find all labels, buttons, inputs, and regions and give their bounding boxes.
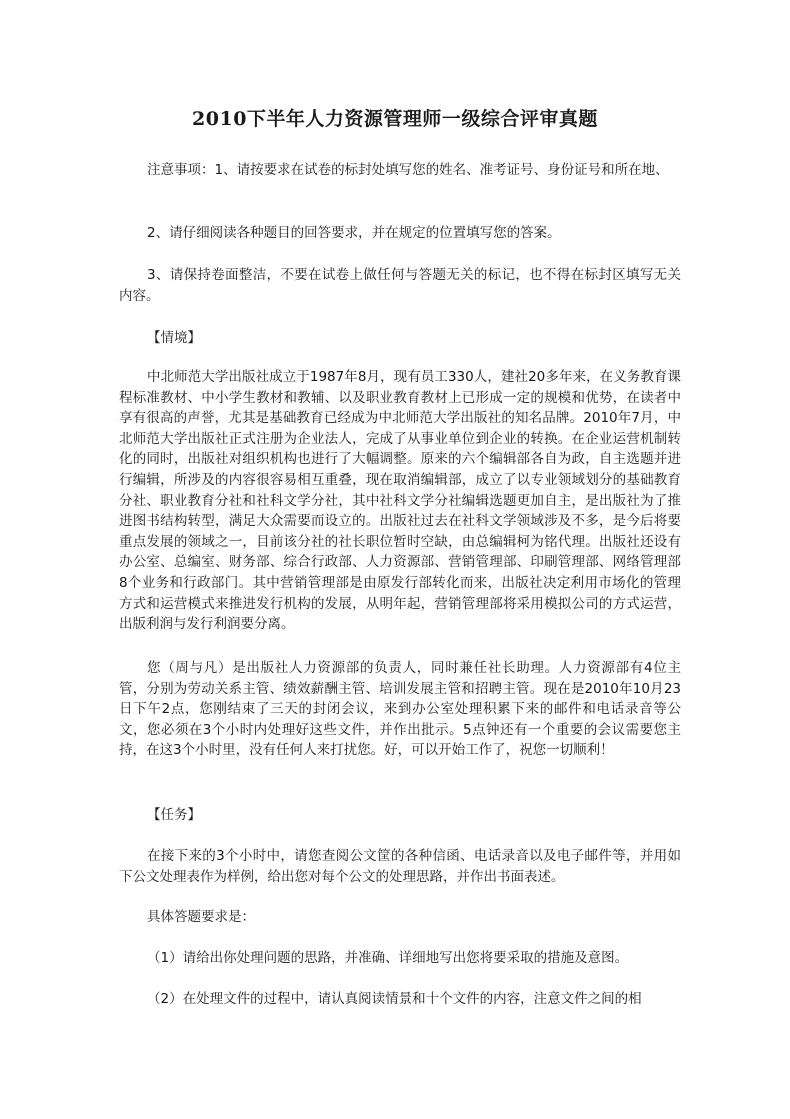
notice-item-2: 2、请仔细阅读各种题目的回答要求，并在规定的位置填写您的答案。 [147,225,561,241]
task-heading: 【任务】 [147,807,201,823]
task-paragraph-1: 在接下来的3个小时中，请您查阅公文筐的各种信函、电话录音以及电子邮件等，并用如下公文处理表作为样例，给出您对每个公文的处理思路，并作出书面表述。 [119,848,681,885]
notice-intro: 注意事项：1、请按要求在试卷的标封处填写您的姓名、准考证号、身份证号和所在地、 [147,162,669,178]
scenario-paragraph-1: 中北师范大学出版社成立于1987年8月，现有员工330人，建社20多年来，在义务教育课程标准教材、中小学生教材和教辅、以及职业教育教材上已形成一定的规模和优势，在读者中享有很高的声誉，尤其是基础教育已经成为中北师范大学出版社的知名品牌。2010年7月，中北师范大学出版社正式注册为企业法人，完成了从事业单位到企业的转换。在企业运营机制转化的同时，出版社对组织机构也进行了大幅调整。原来的六个编辑部各自为政，自主选题并进行编辑，所涉及的内容很容易相互重叠，现在取消编辑部，成立了以专业领域划分的基础教育分社、职业教育分社和社科文学分社，其中社科文学分社编辑选题更加自主，是出版社为了推进图书结构转型，满足大众需要而设立的。出版社过去在社科文学领域涉及不多，是今后将要重点发展的领域之一，目前该分社的社长职位暂时空缺，由总编辑柯为铭代理。出版社还设有办公室、总编室、财务部、综合行政部、人力资源部、营销管理部、印刷管理部、网络管理部8个业务和行政部门。其中营销管理部是由原发行部转化而来，出版社决定利用市场化的管理方式和运营模式来推进发行机构的发展，从明年起，营销管理部将采用模拟公司的方式运营，出版利润与发行利润要分离。 [119,369,681,633]
page-title: 2010下半年人力资源管理师一级综合评审真题 [192,108,598,130]
task-requirement-2: （2）在处理文件的过程中，请认真阅读情景和十个文件的内容，注意文件之间的相 [147,991,642,1007]
scenario-paragraph-2: 您（周与凡）是出版社人力资源部的负责人，同时兼任社长助理。人力资源部有4位主管，分别为劳动关系主管、绩效薪酬主管、培训发展主管和招聘主管。现在是2010年10月23日下午2点，您刚结束了三天的封闭会议，来到办公室处理积累下来的邮件和电话录音等公文，您必须在3个小时内处理好这些文件，并作出批示。5点钟还有一个重要的会议需要您主持，在这3个小时里，没有任何人来打扰您。好，可以开始工作了，祝您一切顺利！ [119,660,681,759]
notice-item-3: 3、请保持卷面整洁，不要在试卷上做任何与答题无关的标记，也不得在标封区填写无关内容。 [119,267,681,304]
task-requirement-1: （1）请给出你处理问题的思路，并准确、详细地写出您将要采取的措施及意图。 [147,950,629,966]
task-requirements-label: 具体答题要求是： [147,909,255,925]
scenario-heading: 【情境】 [147,330,201,346]
